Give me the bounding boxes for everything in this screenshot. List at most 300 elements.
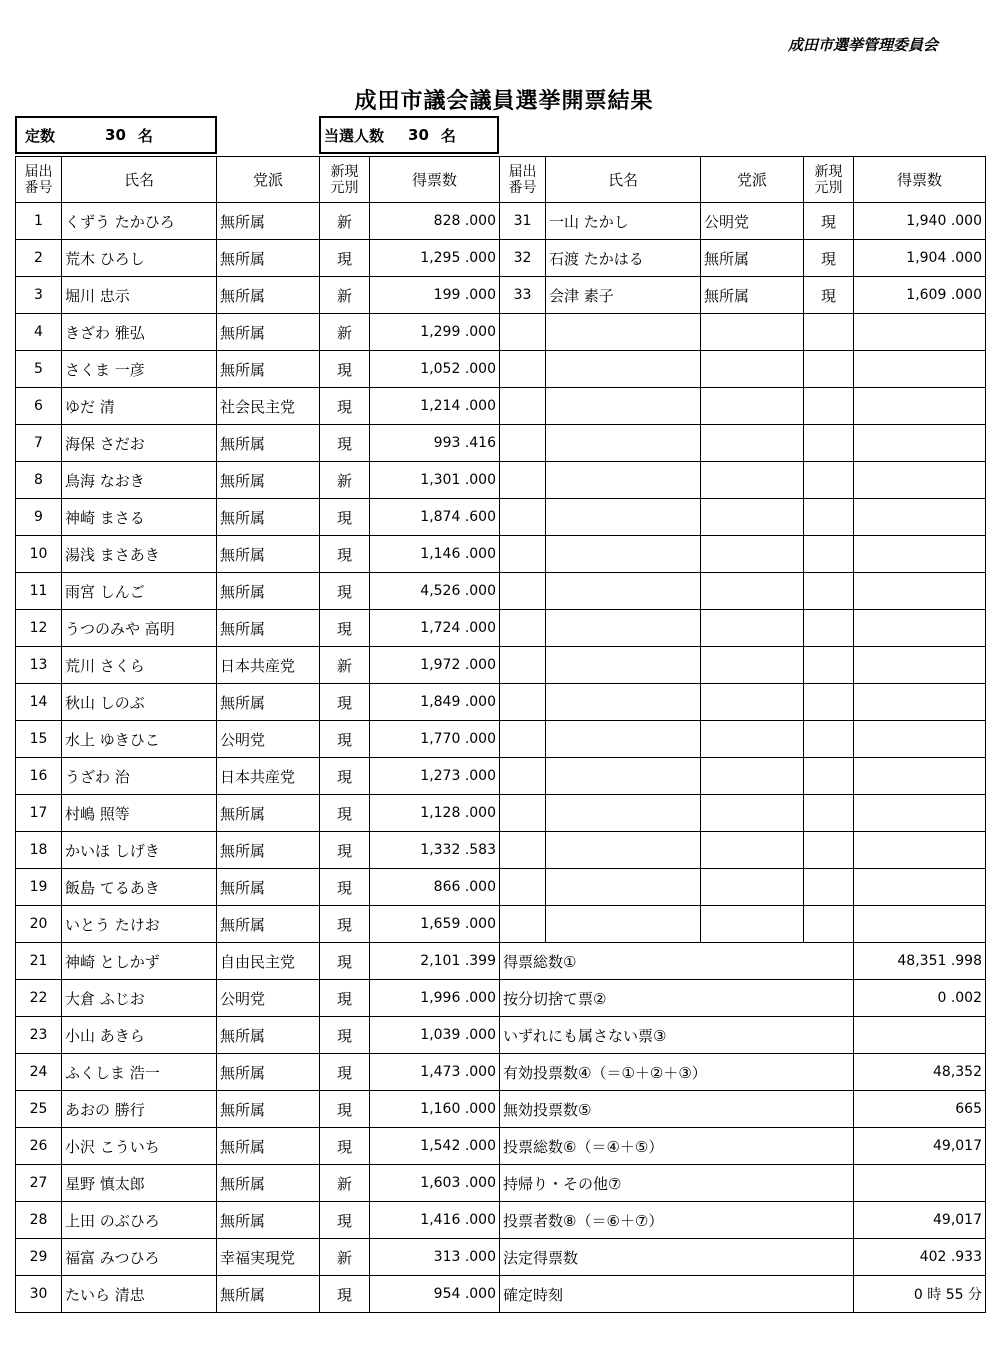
candidate-no: 21 bbox=[16, 943, 62, 980]
candidate-votes: 313 .000 bbox=[370, 1239, 500, 1276]
candidate-name: ゆだ 清 bbox=[62, 388, 217, 425]
table-row bbox=[16, 980, 986, 1017]
candidate-no: 12 bbox=[16, 610, 62, 647]
candidate-status: 現 bbox=[320, 240, 370, 277]
table-row bbox=[16, 1202, 986, 1239]
empty-cell bbox=[546, 462, 701, 499]
candidate-name: 鳥海 なおき bbox=[62, 462, 217, 499]
candidate-no: 22 bbox=[16, 980, 62, 1017]
empty-cell bbox=[804, 610, 854, 647]
header-party: 党派 bbox=[217, 157, 320, 203]
elected-box bbox=[319, 116, 499, 154]
candidate-status: 現 bbox=[320, 906, 370, 943]
empty-cell bbox=[500, 573, 546, 610]
candidate-no: 23 bbox=[16, 1017, 62, 1054]
candidate-votes: 1,214 .000 bbox=[370, 388, 500, 425]
header-status-right: 新現 元別 bbox=[804, 157, 854, 203]
candidate-name: さくま 一彦 bbox=[62, 351, 217, 388]
table-row bbox=[16, 1054, 986, 1091]
candidate-party: 公明党 bbox=[217, 721, 320, 758]
candidate-name: 小沢 こういち bbox=[62, 1128, 217, 1165]
table-row bbox=[16, 647, 986, 684]
empty-cell bbox=[546, 832, 701, 869]
candidate-status: 現 bbox=[320, 943, 370, 980]
table-row bbox=[16, 351, 986, 388]
table-row bbox=[16, 499, 986, 536]
candidate-name: うざわ 治 bbox=[62, 758, 217, 795]
summary-label: 確定時刻 bbox=[500, 1276, 854, 1313]
header-votes: 得票数 bbox=[370, 157, 500, 203]
table-row bbox=[16, 240, 986, 277]
candidate-no: 24 bbox=[16, 1054, 62, 1091]
empty-cell bbox=[701, 906, 804, 943]
candidate-no: 13 bbox=[16, 647, 62, 684]
empty-cell bbox=[701, 832, 804, 869]
empty-cell bbox=[804, 314, 854, 351]
empty-cell bbox=[854, 573, 986, 610]
candidate-status: 現 bbox=[320, 869, 370, 906]
candidate-name: 荒川 さくら bbox=[62, 647, 217, 684]
candidate-name: くずう たかひろ bbox=[62, 203, 217, 240]
candidate-status: 新 bbox=[320, 1165, 370, 1202]
table-row bbox=[16, 943, 986, 980]
table-row bbox=[16, 869, 986, 906]
candidate-votes: 1,146 .000 bbox=[370, 536, 500, 573]
empty-cell bbox=[804, 573, 854, 610]
candidate-votes: 1,160 .000 bbox=[370, 1091, 500, 1128]
candidate-no: 10 bbox=[16, 536, 62, 573]
candidate-no: 28 bbox=[16, 1202, 62, 1239]
candidate-votes: 1,299 .000 bbox=[370, 314, 500, 351]
candidate-party: 無所属 bbox=[217, 1091, 320, 1128]
candidate-status: 現 bbox=[320, 1276, 370, 1313]
candidate-no: 4 bbox=[16, 314, 62, 351]
candidate-votes: 1,332 .583 bbox=[370, 832, 500, 869]
candidate-no: 7 bbox=[16, 425, 62, 462]
candidate-name: たいら 清忠 bbox=[62, 1276, 217, 1313]
candidate-no: 6 bbox=[16, 388, 62, 425]
empty-cell bbox=[804, 647, 854, 684]
organization-name: 成田市選挙管理委員会 bbox=[787, 36, 938, 54]
candidate-party: 無所属 bbox=[217, 351, 320, 388]
empty-cell bbox=[854, 795, 986, 832]
empty-cell bbox=[701, 684, 804, 721]
empty-cell bbox=[500, 388, 546, 425]
table-row bbox=[16, 906, 986, 943]
candidate-no: 19 bbox=[16, 869, 62, 906]
seats-unit: 名 bbox=[137, 126, 153, 145]
candidate-party: 無所属 bbox=[217, 684, 320, 721]
table-row bbox=[16, 1128, 986, 1165]
candidate-no: 31 bbox=[500, 203, 546, 240]
candidate-name: 湯浅 まさあき bbox=[62, 536, 217, 573]
empty-cell bbox=[804, 351, 854, 388]
candidate-party: 無所属 bbox=[217, 573, 320, 610]
candidate-status: 現 bbox=[320, 351, 370, 388]
candidate-name: 福富 みつひろ bbox=[62, 1239, 217, 1276]
candidate-votes: 1,301 .000 bbox=[370, 462, 500, 499]
candidate-votes: 1,940 .000 bbox=[854, 203, 986, 240]
empty-cell bbox=[804, 425, 854, 462]
page-title: 成田市議会議員選挙開票結果 bbox=[354, 89, 654, 114]
candidate-status: 現 bbox=[320, 388, 370, 425]
summary-value: 48,351 .998 bbox=[854, 943, 986, 980]
empty-cell bbox=[804, 721, 854, 758]
candidate-name: 水上 ゆきひこ bbox=[62, 721, 217, 758]
table-row bbox=[16, 1017, 986, 1054]
empty-cell bbox=[701, 536, 804, 573]
empty-cell bbox=[854, 684, 986, 721]
empty-cell bbox=[546, 684, 701, 721]
header-party-right: 党派 bbox=[701, 157, 804, 203]
summary-label: 持帰り・その他⑦ bbox=[500, 1165, 854, 1202]
empty-cell bbox=[804, 869, 854, 906]
elected-unit: 名 bbox=[440, 126, 456, 145]
header-name: 氏名 bbox=[62, 157, 217, 203]
candidate-party: 無所属 bbox=[217, 1165, 320, 1202]
candidate-status: 現 bbox=[320, 536, 370, 573]
summary-value bbox=[854, 1165, 986, 1202]
candidate-votes: 1,416 .000 bbox=[370, 1202, 500, 1239]
summary-value: 0 .002 bbox=[854, 980, 986, 1017]
summary-label: 投票者数⑧（＝⑥＋⑦） bbox=[500, 1202, 854, 1239]
candidate-name: 秋山 しのぶ bbox=[62, 684, 217, 721]
empty-cell bbox=[854, 832, 986, 869]
empty-cell bbox=[546, 499, 701, 536]
empty-cell bbox=[854, 388, 986, 425]
summary-label: いずれにも属さない票③ bbox=[500, 1017, 854, 1054]
candidate-status: 現 bbox=[320, 1054, 370, 1091]
candidate-votes: 1,972 .000 bbox=[370, 647, 500, 684]
candidate-name: 堀川 忠示 bbox=[62, 277, 217, 314]
empty-cell bbox=[546, 314, 701, 351]
candidate-party: 無所属 bbox=[217, 795, 320, 832]
table-row bbox=[16, 684, 986, 721]
candidate-party: 幸福実現党 bbox=[217, 1239, 320, 1276]
candidate-status: 新 bbox=[320, 314, 370, 351]
candidate-status: 新 bbox=[320, 203, 370, 240]
candidate-no: 14 bbox=[16, 684, 62, 721]
candidate-no: 15 bbox=[16, 721, 62, 758]
empty-cell bbox=[804, 499, 854, 536]
summary-value: 0 時 55 分 bbox=[854, 1276, 986, 1313]
candidate-status: 現 bbox=[320, 684, 370, 721]
candidate-party: 社会民主党 bbox=[217, 388, 320, 425]
candidate-status: 現 bbox=[320, 1017, 370, 1054]
candidate-status: 現 bbox=[320, 980, 370, 1017]
candidate-votes: 1,659 .000 bbox=[370, 906, 500, 943]
candidate-status: 現 bbox=[320, 795, 370, 832]
summary-value: 49,017 bbox=[854, 1202, 986, 1239]
candidate-party: 無所属 bbox=[217, 462, 320, 499]
summary-value bbox=[854, 1017, 986, 1054]
candidate-party: 無所属 bbox=[217, 1017, 320, 1054]
table-row bbox=[16, 277, 986, 314]
empty-cell bbox=[500, 536, 546, 573]
candidate-name: ふくしま 浩一 bbox=[62, 1054, 217, 1091]
candidate-votes: 2,101 .399 bbox=[370, 943, 500, 980]
table-row bbox=[16, 573, 986, 610]
empty-cell bbox=[854, 351, 986, 388]
table-row bbox=[16, 1239, 986, 1276]
candidate-votes: 1,295 .000 bbox=[370, 240, 500, 277]
empty-cell bbox=[701, 610, 804, 647]
candidate-party: 無所属 bbox=[217, 314, 320, 351]
candidate-status: 現 bbox=[320, 499, 370, 536]
empty-cell bbox=[854, 721, 986, 758]
candidate-status: 現 bbox=[804, 240, 854, 277]
empty-cell bbox=[546, 388, 701, 425]
candidate-no: 9 bbox=[16, 499, 62, 536]
empty-cell bbox=[546, 573, 701, 610]
candidate-votes: 1,542 .000 bbox=[370, 1128, 500, 1165]
candidate-no: 5 bbox=[16, 351, 62, 388]
candidate-no: 1 bbox=[16, 203, 62, 240]
header-no: 届出 番号 bbox=[16, 157, 62, 203]
candidate-votes: 1,603 .000 bbox=[370, 1165, 500, 1202]
candidate-party: 無所属 bbox=[701, 240, 804, 277]
candidate-party: 無所属 bbox=[217, 610, 320, 647]
empty-cell bbox=[701, 314, 804, 351]
empty-cell bbox=[701, 869, 804, 906]
empty-cell bbox=[854, 314, 986, 351]
empty-cell bbox=[854, 499, 986, 536]
results-table bbox=[15, 156, 986, 1313]
candidate-no: 30 bbox=[16, 1276, 62, 1313]
candidate-name: 荒木 ひろし bbox=[62, 240, 217, 277]
empty-cell bbox=[701, 462, 804, 499]
candidate-status: 現 bbox=[320, 721, 370, 758]
empty-cell bbox=[804, 832, 854, 869]
candidate-name: うつのみや 高明 bbox=[62, 610, 217, 647]
candidate-status: 現 bbox=[320, 1091, 370, 1128]
candidate-no: 20 bbox=[16, 906, 62, 943]
candidate-no: 29 bbox=[16, 1239, 62, 1276]
header-votes-right: 得票数 bbox=[854, 157, 986, 203]
candidate-status: 新 bbox=[320, 462, 370, 499]
empty-cell bbox=[701, 573, 804, 610]
candidate-name: かいほ しげき bbox=[62, 832, 217, 869]
header-no-right: 届出 番号 bbox=[500, 157, 546, 203]
header-name-right: 氏名 bbox=[546, 157, 701, 203]
candidate-votes: 1,039 .000 bbox=[370, 1017, 500, 1054]
elected-value: 30 bbox=[408, 126, 429, 144]
candidate-status: 現 bbox=[320, 610, 370, 647]
summary-value: 48,352 bbox=[854, 1054, 986, 1091]
candidate-name: 大倉 ふじお bbox=[62, 980, 217, 1017]
candidate-name: きざわ 雅弘 bbox=[62, 314, 217, 351]
empty-cell bbox=[701, 425, 804, 462]
candidate-status: 新 bbox=[320, 1239, 370, 1276]
candidate-status: 現 bbox=[320, 1128, 370, 1165]
summary-label: 按分切捨て票② bbox=[500, 980, 854, 1017]
candidate-name: 星野 慎太郎 bbox=[62, 1165, 217, 1202]
summary-value: 49,017 bbox=[854, 1128, 986, 1165]
candidate-name: いとう たけお bbox=[62, 906, 217, 943]
candidate-votes: 1,052 .000 bbox=[370, 351, 500, 388]
candidate-no: 16 bbox=[16, 758, 62, 795]
empty-cell bbox=[546, 721, 701, 758]
empty-cell bbox=[500, 832, 546, 869]
summary-value: 402 .933 bbox=[854, 1239, 986, 1276]
summary-label: 得票総数① bbox=[500, 943, 854, 980]
empty-cell bbox=[500, 684, 546, 721]
empty-cell bbox=[500, 499, 546, 536]
header-status: 新現 元別 bbox=[320, 157, 370, 203]
seats-value: 30 bbox=[105, 126, 126, 144]
summary-label: 投票総数⑥（＝④＋⑤） bbox=[500, 1128, 854, 1165]
empty-cell bbox=[546, 536, 701, 573]
empty-cell bbox=[804, 536, 854, 573]
table-row bbox=[16, 462, 986, 499]
summary-label: 法定得票数 bbox=[500, 1239, 854, 1276]
candidate-status: 現 bbox=[320, 425, 370, 462]
empty-cell bbox=[500, 795, 546, 832]
candidate-no: 18 bbox=[16, 832, 62, 869]
candidate-party: 日本共産党 bbox=[217, 758, 320, 795]
candidate-no: 2 bbox=[16, 240, 62, 277]
candidate-votes: 1,849 .000 bbox=[370, 684, 500, 721]
candidate-name: 一山 たかし bbox=[546, 203, 701, 240]
candidate-votes: 1,473 .000 bbox=[370, 1054, 500, 1091]
table-row bbox=[16, 1165, 986, 1202]
candidate-votes: 1,128 .000 bbox=[370, 795, 500, 832]
empty-cell bbox=[546, 869, 701, 906]
empty-cell bbox=[701, 499, 804, 536]
candidate-no: 26 bbox=[16, 1128, 62, 1165]
table-row bbox=[16, 388, 986, 425]
candidate-votes: 1,273 .000 bbox=[370, 758, 500, 795]
elected-label: 当選人数 bbox=[324, 126, 385, 145]
candidate-name: 神崎 としかず bbox=[62, 943, 217, 980]
table-row bbox=[16, 795, 986, 832]
empty-cell bbox=[500, 906, 546, 943]
candidate-party: 無所属 bbox=[217, 203, 320, 240]
candidate-name: 飯島 てるあき bbox=[62, 869, 217, 906]
candidate-party: 自由民主党 bbox=[217, 943, 320, 980]
candidate-votes: 1,770 .000 bbox=[370, 721, 500, 758]
table-row bbox=[16, 832, 986, 869]
empty-cell bbox=[804, 795, 854, 832]
table-row bbox=[16, 1091, 986, 1128]
candidate-votes: 828 .000 bbox=[370, 203, 500, 240]
empty-cell bbox=[854, 536, 986, 573]
candidate-status: 現 bbox=[320, 758, 370, 795]
summary-label: 無効投票数⑤ bbox=[500, 1091, 854, 1128]
empty-cell bbox=[546, 610, 701, 647]
candidate-name: 上田 のぶひろ bbox=[62, 1202, 217, 1239]
candidate-party: 無所属 bbox=[217, 869, 320, 906]
candidate-party: 無所属 bbox=[701, 277, 804, 314]
seats-box bbox=[15, 116, 217, 154]
candidate-votes: 1,874 .600 bbox=[370, 499, 500, 536]
table-row bbox=[16, 721, 986, 758]
empty-cell bbox=[500, 314, 546, 351]
candidate-name: 雨宮 しんご bbox=[62, 573, 217, 610]
empty-cell bbox=[701, 758, 804, 795]
empty-cell bbox=[854, 906, 986, 943]
empty-cell bbox=[546, 647, 701, 684]
empty-cell bbox=[701, 721, 804, 758]
candidate-status: 現 bbox=[320, 573, 370, 610]
candidate-votes: 199 .000 bbox=[370, 277, 500, 314]
header-row bbox=[16, 157, 986, 203]
candidate-votes: 954 .000 bbox=[370, 1276, 500, 1313]
candidate-party: 無所属 bbox=[217, 1276, 320, 1313]
empty-cell bbox=[500, 721, 546, 758]
candidate-no: 27 bbox=[16, 1165, 62, 1202]
empty-cell bbox=[546, 906, 701, 943]
empty-cell bbox=[854, 647, 986, 684]
empty-cell bbox=[500, 610, 546, 647]
empty-cell bbox=[804, 388, 854, 425]
empty-cell bbox=[701, 388, 804, 425]
table-row bbox=[16, 758, 986, 795]
candidate-no: 25 bbox=[16, 1091, 62, 1128]
empty-cell bbox=[701, 795, 804, 832]
table-row bbox=[16, 610, 986, 647]
empty-cell bbox=[500, 647, 546, 684]
candidate-votes: 1,609 .000 bbox=[854, 277, 986, 314]
empty-cell bbox=[854, 758, 986, 795]
empty-cell bbox=[500, 758, 546, 795]
candidate-votes: 4,526 .000 bbox=[370, 573, 500, 610]
candidate-no: 3 bbox=[16, 277, 62, 314]
candidate-status: 現 bbox=[320, 832, 370, 869]
candidate-party: 無所属 bbox=[217, 277, 320, 314]
candidate-no: 8 bbox=[16, 462, 62, 499]
summary-label: 有効投票数④（＝①＋②＋③） bbox=[500, 1054, 854, 1091]
table-row bbox=[16, 425, 986, 462]
table-row bbox=[16, 1276, 986, 1313]
seats-label: 定数 bbox=[25, 126, 56, 145]
candidate-party: 無所属 bbox=[217, 1054, 320, 1091]
candidate-status: 現 bbox=[804, 203, 854, 240]
candidate-party: 無所属 bbox=[217, 499, 320, 536]
empty-cell bbox=[546, 351, 701, 388]
empty-cell bbox=[854, 869, 986, 906]
candidate-no: 17 bbox=[16, 795, 62, 832]
empty-cell bbox=[854, 610, 986, 647]
candidate-party: 無所属 bbox=[217, 536, 320, 573]
candidate-party: 無所属 bbox=[217, 1128, 320, 1165]
candidate-status: 新 bbox=[320, 647, 370, 684]
empty-cell bbox=[804, 906, 854, 943]
candidate-party: 無所属 bbox=[217, 832, 320, 869]
empty-cell bbox=[500, 351, 546, 388]
candidate-status: 新 bbox=[320, 277, 370, 314]
candidate-party: 無所属 bbox=[217, 1202, 320, 1239]
candidate-party: 無所属 bbox=[217, 425, 320, 462]
empty-cell bbox=[546, 425, 701, 462]
summary-value: 665 bbox=[854, 1091, 986, 1128]
candidate-party: 公明党 bbox=[701, 203, 804, 240]
empty-cell bbox=[500, 425, 546, 462]
table-row bbox=[16, 203, 986, 240]
table-row bbox=[16, 314, 986, 351]
candidate-votes: 1,904 .000 bbox=[854, 240, 986, 277]
candidate-no: 11 bbox=[16, 573, 62, 610]
candidate-no: 32 bbox=[500, 240, 546, 277]
table-row bbox=[16, 536, 986, 573]
empty-cell bbox=[546, 795, 701, 832]
empty-cell bbox=[546, 758, 701, 795]
empty-cell bbox=[701, 351, 804, 388]
candidate-votes: 1,996 .000 bbox=[370, 980, 500, 1017]
candidate-votes: 1,724 .000 bbox=[370, 610, 500, 647]
candidate-name: 村嶋 照等 bbox=[62, 795, 217, 832]
candidate-name: 会津 素子 bbox=[546, 277, 701, 314]
